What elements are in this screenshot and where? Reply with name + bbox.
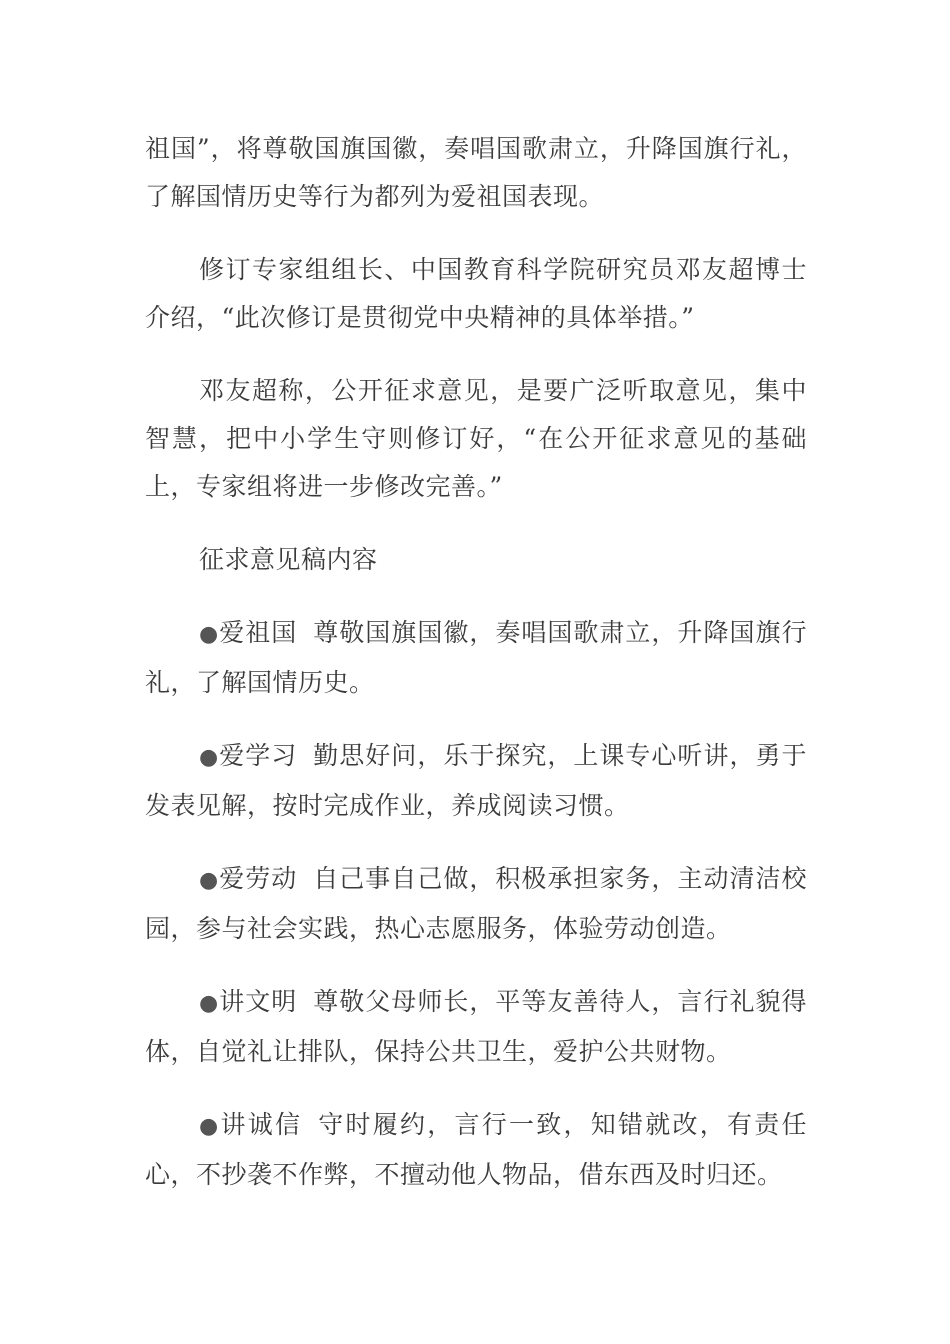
list-item-label: 爱学习	[219, 741, 298, 770]
bullet-dot-icon: ●	[199, 622, 220, 647]
list-item-text: 尊敬父母师长，平等友善待人，言行礼貌得体，自觉礼让排队，保持公共卫生，爱护公共财物。	[145, 987, 807, 1066]
paragraph-love-country-intro: 祖国”，将尊敬国旗国徽，奏唱国歌肃立，升降国旗行礼，了解国情历史等行为都列为爱祖国表现。	[145, 134, 807, 211]
list-item-text: 尊敬国旗国徽，奏唱国歌肃立，升降国旗行礼，了解国情历史。	[145, 618, 807, 697]
list-item-text: 守时履约，言行一致，知错就改，有责任心，不抄袭不作弊，不擅动他人物品，借东西及时归还。	[145, 1110, 807, 1189]
list-item-label: 讲诚信	[220, 1110, 303, 1139]
list-item-love-labor	[145, 855, 807, 953]
list-item-label: 讲文明	[219, 987, 298, 1016]
list-item-text: 勤思好问，乐于探究，上课专心听讲，勇于发表见解，按时完成作业，养成阅读习惯。	[145, 741, 807, 820]
paragraph-public-consultation: 邓友超称，公开征求意见，是要广泛听取意见，集中智慧，把中小学生守则修订好，“在公开征求意见的基础上，专家组将进一步修改完善。”	[145, 376, 807, 501]
document-body	[145, 125, 807, 1224]
list-item-integrity	[145, 1101, 807, 1199]
paragraph-expert-intro: 修订专家组组长、中国教育科学院研究员邓友超博士介绍，“此次修订是贯彻党中央精神的具体举措。”	[145, 255, 807, 332]
list-item-label: 爱劳动	[219, 864, 298, 893]
bullet-dot-icon: ●	[199, 868, 220, 893]
list-item-civility	[145, 978, 807, 1076]
list-item-love-country	[145, 609, 807, 707]
list-item-label: 爱祖国	[219, 618, 298, 647]
list-item-text: 自己事自己做，积极承担家务，主动清洁校园，参与社会实践，热心志愿服务，体验劳动创造。	[145, 864, 807, 943]
bullet-dot-icon: ●	[199, 1114, 221, 1139]
bullet-dot-icon: ●	[199, 745, 220, 770]
section-heading-draft-content: 征求意见稿内容	[199, 545, 378, 574]
list-item-love-learning	[145, 732, 807, 830]
bullet-dot-icon: ●	[199, 991, 220, 1016]
